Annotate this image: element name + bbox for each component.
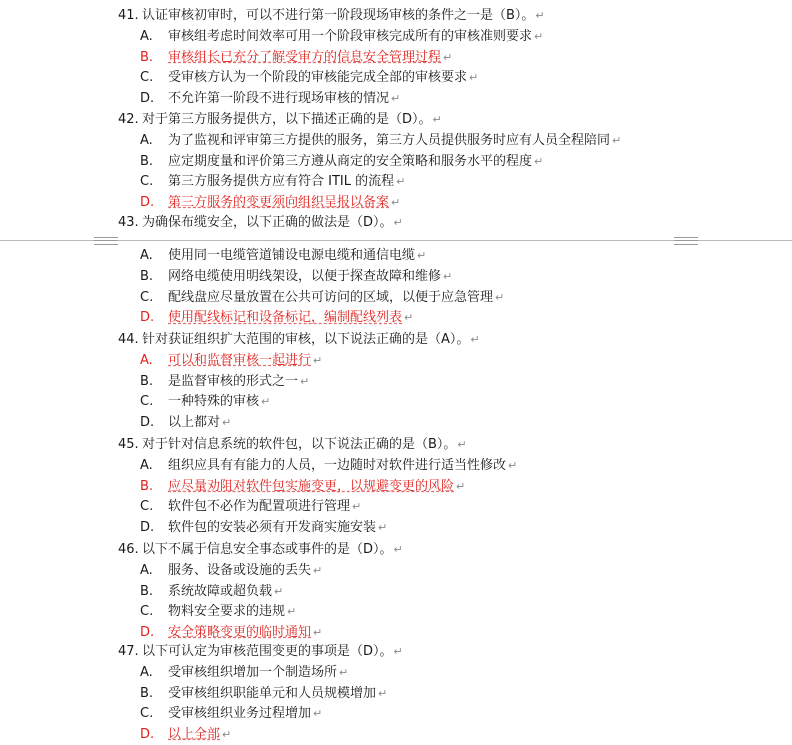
option-label: D.: [140, 727, 155, 743]
option-text: 使用配线标记和设备标记，编制配线列表: [168, 310, 403, 326]
option-label: A.: [140, 132, 153, 148]
option-text: 以上都对: [168, 415, 221, 431]
option-text: 一种特殊的审核: [168, 394, 260, 410]
option-label: C.: [140, 174, 154, 190]
question-text-content: 为确保布缆安全，以下正确的做法是（D）。: [142, 215, 393, 230]
option-label: D.: [140, 310, 155, 326]
paragraph-mark-icon: ↵: [470, 333, 480, 346]
option-text: 使用同一电缆管道铺设电源电缆和通信电缆: [168, 248, 416, 263]
option-label: B.: [140, 49, 154, 65]
paragraph-mark-icon: ↵: [508, 458, 518, 472]
option-text: 物料安全要求的违规: [168, 604, 286, 620]
paragraph-mark-icon: ↵: [457, 438, 467, 451]
paragraph-mark-icon: ↵: [534, 154, 544, 168]
paragraph-mark-icon: ↵: [339, 665, 349, 679]
question-text-content: 以下不属于信息安全事态或事件的是（D）。: [142, 542, 393, 557]
option-text: 审核组长已充分了解受审方的信息安全管理过程: [168, 49, 442, 65]
option-text: 应尽量劝阻对软件包实施变更，以规避变更的风险: [168, 478, 455, 494]
option-text: 组织应具有有能力的人员，一边随时对软件进行适当性修改: [168, 457, 507, 473]
paragraph-mark-icon: ↵: [274, 584, 284, 598]
option-text: 安全策略变更的临时通知: [168, 625, 312, 641]
paragraph-mark-icon: ↵: [222, 416, 232, 430]
question-number: 42.: [118, 112, 139, 127]
option-label: C.: [140, 394, 154, 410]
paragraph-mark-icon: ↵: [287, 605, 297, 619]
paragraph-mark-icon: ↵: [404, 311, 414, 325]
option-label: D.: [140, 520, 155, 536]
question-number: 43.: [118, 215, 139, 230]
option-text: 第三方服务的变更须向组织呈报以备案: [168, 195, 390, 211]
option-label: A.: [140, 562, 153, 578]
option-text: 受审核组织增加一个制造场所: [168, 664, 338, 680]
question-number: 47.: [118, 644, 139, 659]
question-text: [142, 540, 403, 560]
paragraph-mark-icon: ↵: [456, 479, 466, 493]
option-text: 软件包的安装必须有开发商实施安装: [168, 520, 377, 536]
option-label: D.: [140, 195, 155, 211]
question-number: 44.: [118, 332, 139, 347]
option-text: 是监督审核的形式之一: [168, 373, 299, 389]
option-text: 受审核方认为一个阶段的审核能完成全部的审核要求: [168, 70, 468, 86]
paragraph-mark-icon: ↵: [352, 500, 362, 514]
paragraph-mark-icon: ↵: [443, 269, 453, 283]
option-label: C.: [140, 706, 154, 722]
paragraph-mark-icon: ↵: [261, 395, 271, 409]
paragraph-mark-icon: ↵: [495, 290, 505, 304]
question-text-content: 对于第三方服务提供方，以下描述正确的是（D）。: [142, 112, 432, 127]
option-text: 网络电缆使用明线架设，以便于探查故障和维修: [168, 268, 442, 284]
option-text: 受审核组织业务过程增加: [168, 706, 312, 722]
option-label: B.: [140, 373, 154, 389]
paragraph-mark-icon: ↵: [313, 353, 323, 367]
paragraph-mark-icon: ↵: [432, 113, 442, 126]
paragraph-mark-icon: ↵: [393, 543, 403, 556]
option-text: 不允许第一阶段不进行现场审核的情况: [168, 91, 390, 107]
paragraph-mark-icon: ↵: [378, 521, 388, 535]
paragraph-mark-icon: ↵: [313, 563, 323, 577]
question-number: 46.: [118, 542, 139, 557]
option-text: 为了监视和评审第三方提供的服务，第三方人员提供服务时应有人员全程陪同: [168, 132, 611, 148]
question-text: [142, 330, 480, 350]
option-text: 受审核组织职能单元和人员规模增加: [168, 685, 377, 701]
paragraph-mark-icon: ↵: [313, 626, 323, 640]
paragraph-mark-icon: ↵: [300, 374, 310, 388]
option-label: D.: [140, 625, 155, 641]
paragraph-mark-icon: ↵: [222, 728, 232, 742]
option-text: 配线盘应尽量放置在公共可访问的区域，以便于应急管理: [168, 289, 494, 305]
option-text: 可以和监督审核一起进行: [168, 352, 312, 368]
option-text: 系统故障或超负载: [168, 583, 273, 599]
option-label: D.: [140, 91, 155, 107]
paragraph-mark-icon: ↵: [378, 686, 388, 700]
option-label: D.: [140, 415, 155, 431]
option-text: 第三方服务提供方应有符合 ITIL 的流程: [168, 174, 395, 190]
option-label: B.: [140, 685, 154, 701]
option-text: 服务、设备或设施的丢失: [168, 562, 312, 578]
option-label: A.: [140, 248, 153, 263]
paragraph-mark-icon: ↵: [396, 175, 406, 189]
option-label: C.: [140, 604, 154, 620]
page-break-left-handle-icon[interactable]: [94, 237, 118, 245]
paragraph-mark-icon: ↵: [393, 216, 403, 229]
option-label: C.: [140, 289, 154, 305]
page-break-right-handle-icon[interactable]: [674, 237, 698, 245]
paragraph-mark-icon: ↵: [612, 133, 622, 147]
option-label: C.: [140, 70, 154, 86]
option-label: A.: [140, 457, 153, 473]
option-text: 应定期度量和评价第三方遵从商定的安全策略和服务水平的程度: [168, 153, 533, 169]
paragraph-mark-icon: ↵: [535, 9, 545, 22]
option-label: A.: [140, 28, 153, 44]
option-label: B.: [140, 268, 154, 284]
paragraph-mark-icon: ↵: [393, 645, 403, 658]
question-text: [142, 110, 442, 130]
option-label: A.: [140, 352, 153, 368]
option-text: 以上全部: [168, 727, 221, 743]
option-label: A.: [140, 664, 153, 680]
question-text: [142, 6, 545, 26]
option-label: B.: [140, 478, 154, 494]
option-label: C.: [140, 499, 154, 515]
paragraph-mark-icon: ↵: [391, 92, 401, 106]
question-number: 45.: [118, 437, 139, 452]
option-text: 审核组考虑时间效率可用一个阶段审核完成所有的审核准则要求: [168, 28, 533, 44]
paragraph-mark-icon: ↵: [534, 29, 544, 43]
option-label: B.: [140, 153, 154, 169]
paragraph-mark-icon: ↵: [443, 50, 453, 64]
paragraph-mark-icon: ↵: [391, 196, 401, 210]
question-text: [142, 642, 403, 662]
paragraph-mark-icon: ↵: [417, 249, 427, 262]
question-text-content: 针对获证组织扩大范围的审核，以下说法正确的是（A）。: [142, 332, 470, 347]
question-text-content: 认证审核初审时，可以不进行第一阶段现场审核的条件之一是（B）。: [142, 8, 535, 23]
question-text-content: 对于针对信息系统的软件包，以下说法正确的是（B）。: [142, 437, 457, 452]
paragraph-mark-icon: ↵: [469, 71, 479, 85]
question-text: [142, 213, 403, 233]
question-text-content: 以下可认定为审核范围变更的事项是（D）。: [142, 644, 393, 659]
option-label: B.: [140, 583, 154, 599]
page-break: [0, 237, 792, 245]
question-text: [142, 435, 467, 455]
paragraph-mark-icon: ↵: [313, 707, 323, 721]
question-number: 41.: [118, 8, 139, 23]
option-text: 软件包不必作为配置项进行管理: [168, 499, 351, 515]
